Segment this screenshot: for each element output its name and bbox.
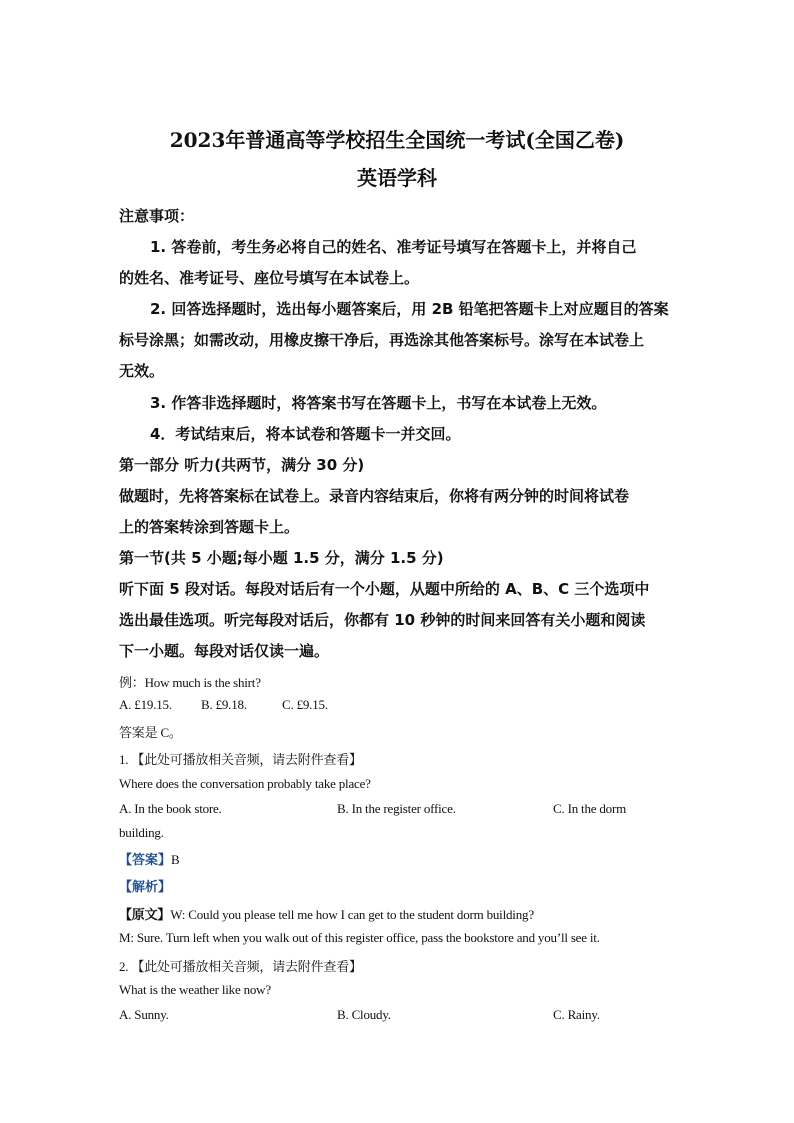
example-option-b: B. £9.18. <box>201 697 247 712</box>
q1-answer-row <box>119 849 180 868</box>
example-question: 例：How much is the shirt? <box>119 675 261 690</box>
section1-intro-line-2: 选出最佳选项。听完每段对话后，你都有 10 秒钟的时间来回答有关小题和阅读 <box>119 611 646 629</box>
q1-transcript-label: 【原文】 <box>119 907 171 922</box>
q2-option-a: A. Sunny. <box>119 1007 169 1022</box>
part1-intro-line-1: 做题时，先将答案标在试卷上。录音内容结束后，你将有两分钟的时间将试卷 <box>119 487 630 505</box>
q1-analysis-label: 【解析】 <box>119 880 172 895</box>
notice-item-4: 4．考试结束后，将本试卷和答题卡一并交回。 <box>150 425 461 443</box>
part1-intro-line-2: 上的答案转涂到答题卡上。 <box>119 518 300 536</box>
notice-item-3: 3. 作答非选择题时，将答案书写在答题卡上，书写在本试卷上无效。 <box>150 394 607 412</box>
q2-question: What is the weather like now? <box>119 982 271 997</box>
notice-item-1-line-2: 的姓名、准考证号、座位号填写在本试卷上。 <box>119 269 420 287</box>
q1-audio-note[interactable]: 1. 【此处可播放相关音频，请去附件查看】 <box>119 752 362 767</box>
page-subtitle: 英语学科 <box>357 166 437 190</box>
q1-transcript-w: W: Could you please tell me how I can get to the student dorm building? <box>170 907 534 922</box>
section1-heading: 第一节(共 5 小题;每小题 1.5 分，满分 1.5 分) <box>119 549 444 567</box>
q2-audio-note[interactable]: 2. 【此处可播放相关音频，请去附件查看】 <box>119 959 362 974</box>
q1-transcript-row <box>119 904 534 923</box>
q1-analysis-row <box>119 876 171 895</box>
q1-option-c: C. In the dorm <box>553 801 627 816</box>
q2-option-b: B. Cloudy. <box>337 1007 391 1022</box>
section1-intro-line-1: 听下面 5 段对话。每段对话后有一个小题，从题中所给的 A、B、C 三个选项中 <box>119 580 650 598</box>
q1-option-a: A. In the book store. <box>119 801 222 816</box>
part1-heading: 第一部分 听力(共两节，满分 30 分) <box>119 456 365 474</box>
notice-item-2-line-2: 标号涂黑；如需改动，用橡皮擦干净后，再选涂其他答案标号。涂写在本试卷上 <box>119 331 645 349</box>
q1-transcript-m: M: Sure. Turn left when you walk out of this register office, pass the bookstore and you’ll see it. <box>119 930 600 945</box>
notice-item-2-line-1: 2. 回答选择题时，选出每小题答案后，用 2B 铅笔把答题卡上对应题目的答案 <box>150 300 669 318</box>
q1-question: Where does the conversation probably take place? <box>119 776 371 791</box>
example-answer: 答案是 C。 <box>119 725 182 740</box>
q1-answer-label: 【答案】 <box>119 853 172 868</box>
q1-option-b: B. In the register office. <box>337 801 456 816</box>
q1-answer-value: B <box>171 852 180 867</box>
q1-option-c-continued: building. <box>119 825 164 840</box>
notice-item-1-line-1: 1. 答卷前，考生务必将自己的姓名、准考证号填写在答题卡上，并将自己 <box>150 238 637 256</box>
q2-option-c: C. Rainy. <box>553 1007 600 1022</box>
example-option-c: C. £9.15. <box>282 697 328 712</box>
example-option-a: A. £19.15. <box>119 697 172 712</box>
page-title: 2023年普通高等学校招生全国统一考试(全国乙卷) <box>169 128 625 152</box>
notice-item-2-line-3: 无效。 <box>119 362 165 380</box>
section1-intro-line-3: 下一小题。每段对话仅读一遍。 <box>119 642 330 660</box>
notice-heading: 注意事项： <box>119 207 195 225</box>
